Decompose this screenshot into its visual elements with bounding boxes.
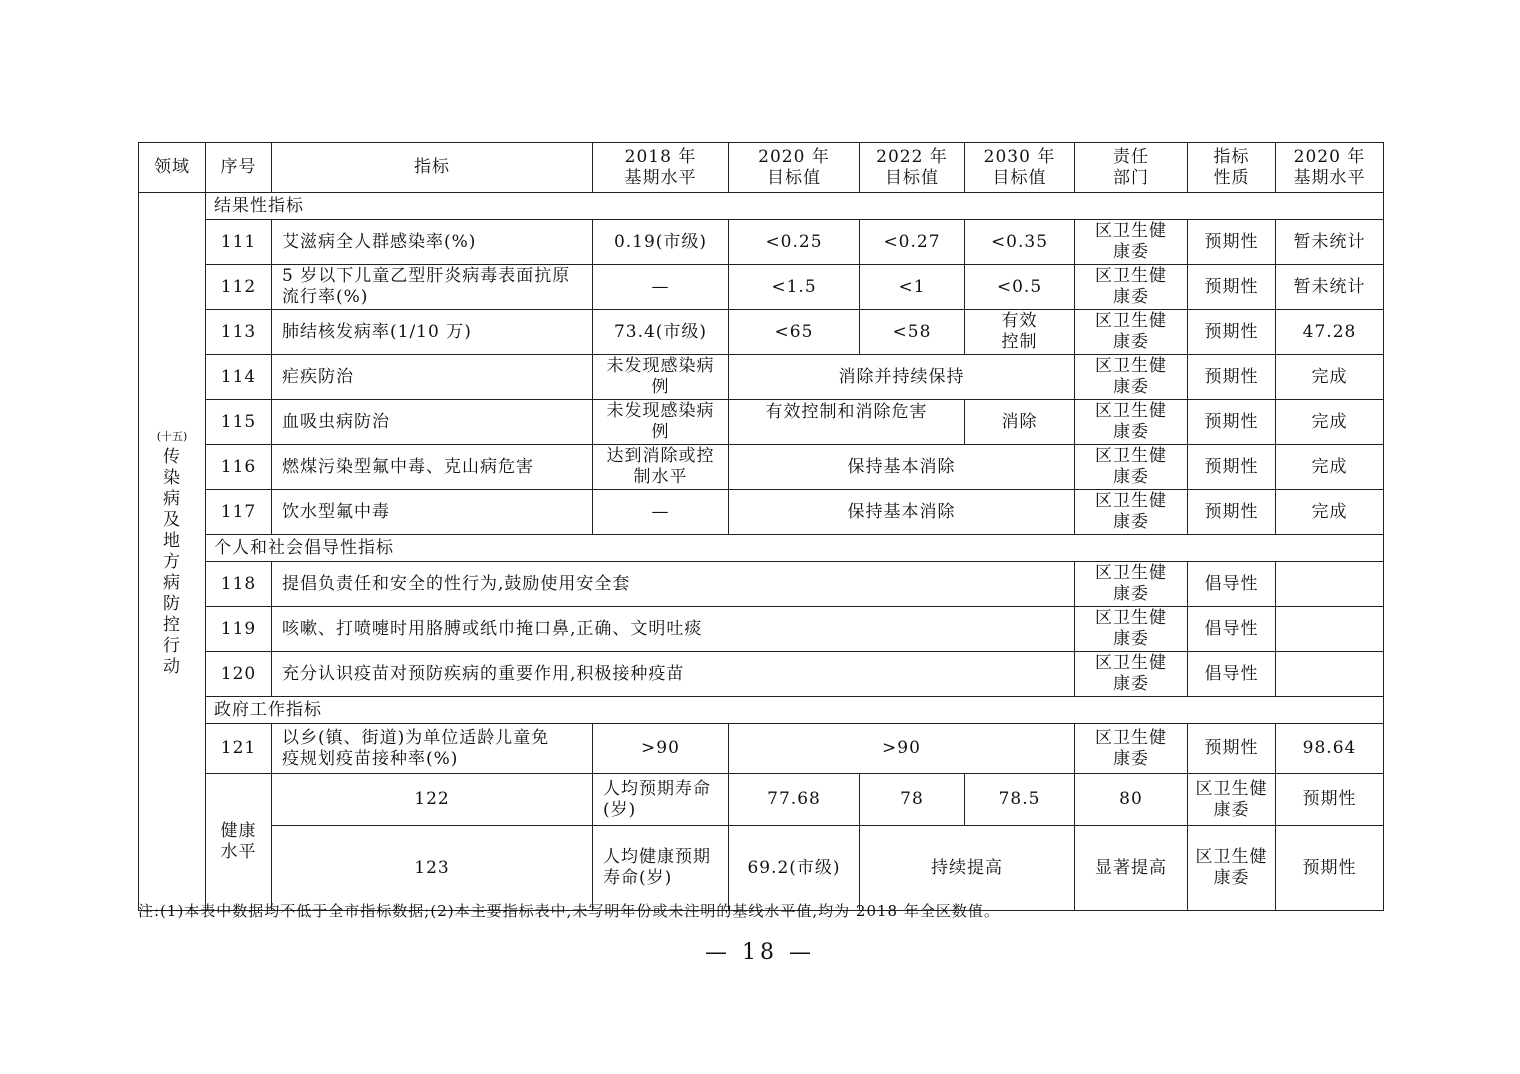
row-base-2020 xyxy=(1276,562,1384,607)
row-base-2020: 完成 xyxy=(1276,490,1384,535)
dept-l1: 区卫生健 xyxy=(1095,221,1167,241)
row-base-2018: 69.2(市级) xyxy=(729,826,860,911)
dept-l1: 区卫生健 xyxy=(1095,727,1167,748)
header-base-2018 xyxy=(593,143,729,193)
row-number: 111 xyxy=(206,220,272,265)
base-2018-l2: 制水平 xyxy=(633,467,688,487)
row-number: 116 xyxy=(206,445,272,490)
dept-l2: 康委 xyxy=(1113,674,1149,694)
dept-l2: 康委 xyxy=(1213,799,1250,820)
dept-l1: 区卫生健 xyxy=(1095,491,1167,511)
table-row xyxy=(139,490,1384,535)
row-nature: 预期性 xyxy=(1276,826,1384,911)
row-base-2020 xyxy=(1276,607,1384,652)
header-target-2022 xyxy=(860,143,965,193)
dept-l1: 区卫生健 xyxy=(1195,847,1268,867)
dept-l1: 区卫生健 xyxy=(1095,563,1167,583)
row-indicator: 疟疾防治 xyxy=(272,355,593,400)
row-target-2020: <1.5 xyxy=(729,265,860,310)
row-target-2030: 80 xyxy=(1075,774,1188,826)
table-row xyxy=(139,310,1384,355)
table-row xyxy=(139,355,1384,400)
row-number: 121 xyxy=(206,724,272,774)
domain-char: 控 xyxy=(163,614,181,635)
header-row xyxy=(139,143,1384,193)
row-base-2018: 0.19(市级) xyxy=(593,220,729,265)
section-title-result: 结果性指标 xyxy=(206,193,1384,220)
header-target-2030-year: 2030 年 xyxy=(983,146,1056,167)
table-row xyxy=(139,400,1384,445)
table-row xyxy=(139,220,1384,265)
header-target-2030-label: 目标值 xyxy=(992,167,1047,188)
row-nature: 预期性 xyxy=(1188,490,1276,535)
row-dept xyxy=(1075,220,1188,265)
table-footnote: 注:(1)本表中数据均不低于全市指标数据;(2)本主要指标表中,未写明年份或未注明的基线水平值,均为 2018 年全区数值。 xyxy=(138,902,1000,920)
domain-char: 病 xyxy=(163,572,181,593)
header-base-2018-label: 基期水平 xyxy=(624,167,697,188)
row-dept xyxy=(1075,724,1188,774)
row-number: 122 xyxy=(272,774,593,826)
table-row xyxy=(139,562,1384,607)
health-domain-l2: 水平 xyxy=(220,842,257,862)
domain-char: 病 xyxy=(163,488,181,509)
row-dept xyxy=(1075,355,1188,400)
row-base-2018: 73.4(市级) xyxy=(593,310,729,355)
row-target-2030: <0.5 xyxy=(965,265,1075,310)
row-indicator: 燃煤污染型氟中毒、克山病危害 xyxy=(272,445,593,490)
row-target-merged: 持续提高 xyxy=(860,826,1075,911)
dept-l2: 康委 xyxy=(1113,242,1149,262)
row-target-2030: 显著提高 xyxy=(1075,826,1188,911)
row-base-2020: 完成 xyxy=(1276,355,1384,400)
header-target-2020 xyxy=(729,143,860,193)
row-target-2030: <0.35 xyxy=(965,220,1075,265)
row-nature: 预期性 xyxy=(1188,265,1276,310)
row-target-2020: <0.25 xyxy=(729,220,860,265)
target-2030-l1: 有效 xyxy=(1001,311,1038,331)
row-target-2030 xyxy=(965,310,1075,355)
table-row xyxy=(139,445,1384,490)
header-nature-l1: 指标 xyxy=(1213,146,1250,167)
row-indicator: 人均健康预期寿命(岁) xyxy=(593,826,729,911)
header-indicator: 指标 xyxy=(272,143,593,193)
row-base-2018: >90 xyxy=(593,724,729,774)
row-dept xyxy=(1075,652,1188,697)
row-base-2020: 完成 xyxy=(1276,445,1384,490)
table-row xyxy=(139,265,1384,310)
domain-char: 行 xyxy=(163,635,181,656)
row-nature: 预期性 xyxy=(1188,724,1276,774)
section-row-personal xyxy=(139,535,1384,562)
dept-l1: 区卫生健 xyxy=(1095,446,1167,466)
row-target-merged: 保持基本消除 xyxy=(729,445,1075,490)
section-title-personal: 个人和社会倡导性指标 xyxy=(206,535,1384,562)
row-nature: 预期性 xyxy=(1276,774,1384,826)
header-dept-l2: 部门 xyxy=(1113,167,1149,188)
base-2018-l1: 未发现感染病 xyxy=(606,356,715,376)
indicator-l1: 以乡(镇、街道)为单位适龄儿童免 xyxy=(282,727,550,748)
indicator-l2: 疫规划疫苗接种率(%) xyxy=(282,748,459,769)
base-2018-l1: 达到消除或控 xyxy=(606,446,715,466)
row-base-2020: 47.28 xyxy=(1276,310,1384,355)
row-indicator: 饮水型氟中毒 xyxy=(272,490,593,535)
row-indicator: 充分认识疫苗对预防疾病的重要作用,积极接种疫苗 xyxy=(272,652,1075,697)
row-nature: 倡导性 xyxy=(1188,607,1276,652)
row-number: 114 xyxy=(206,355,272,400)
row-base-2018: — xyxy=(593,490,729,535)
row-target-2022: <1 xyxy=(860,265,965,310)
dept-l2: 康委 xyxy=(1213,868,1250,888)
row-nature: 倡导性 xyxy=(1188,562,1276,607)
domain-char: 方 xyxy=(163,551,181,572)
row-dept xyxy=(1075,400,1188,445)
target-2030-l2: 控制 xyxy=(1001,332,1038,352)
base-2018-l2: 例 xyxy=(651,422,670,442)
indicator-l1: 5 岁以下儿童乙型肝炎病毒表面抗原 xyxy=(282,266,571,286)
row-number: 120 xyxy=(206,652,272,697)
dept-l1: 区卫生健 xyxy=(1095,311,1167,331)
domain-char: 传 xyxy=(163,446,181,467)
header-target-2020-year: 2020 年 xyxy=(758,146,830,167)
table-row xyxy=(139,774,1384,826)
row-number: 123 xyxy=(272,826,593,911)
dept-l2: 康委 xyxy=(1113,377,1149,397)
header-base-2020-label: 基期水平 xyxy=(1293,167,1366,188)
row-base-2020: 暂未统计 xyxy=(1276,220,1384,265)
page-number: — 18 — xyxy=(705,940,815,965)
row-dept xyxy=(1075,265,1188,310)
header-base-2020 xyxy=(1276,143,1384,193)
section-title-government: 政府工作指标 xyxy=(206,697,1384,724)
domain-cell-health xyxy=(206,774,272,911)
header-target-2022-year: 2022 年 xyxy=(876,146,948,167)
row-indicator xyxy=(272,724,593,774)
dept-l2: 康委 xyxy=(1113,287,1149,307)
dept-l1: 区卫生健 xyxy=(1095,401,1167,421)
table-row xyxy=(139,724,1384,774)
row-dept xyxy=(1075,490,1188,535)
row-target-2022: 78.5 xyxy=(965,774,1075,826)
row-base-2020 xyxy=(1276,652,1384,697)
row-base-2018 xyxy=(593,445,729,490)
row-base-2018: — xyxy=(593,265,729,310)
row-number: 118 xyxy=(206,562,272,607)
row-nature: 预期性 xyxy=(1188,310,1276,355)
domain-char: 染 xyxy=(163,467,181,488)
row-nature: 预期性 xyxy=(1188,445,1276,490)
row-number: 113 xyxy=(206,310,272,355)
row-indicator: 艾滋病全人群感染率(%) xyxy=(272,220,593,265)
row-nature: 预期性 xyxy=(1188,355,1276,400)
row-target-2022: <0.27 xyxy=(860,220,965,265)
row-indicator: 咳嗽、打喷嚏时用胳膊或纸巾掩口鼻,正确、文明吐痰 xyxy=(272,607,1075,652)
header-target-2030 xyxy=(965,143,1075,193)
row-target-2030: 消除 xyxy=(965,400,1075,445)
dept-l1: 区卫生健 xyxy=(1095,266,1167,286)
row-number: 115 xyxy=(206,400,272,445)
dept-l1: 区卫生健 xyxy=(1095,356,1167,376)
row-nature: 倡导性 xyxy=(1188,652,1276,697)
row-base-2018 xyxy=(593,400,729,445)
header-base-2020-year: 2020 年 xyxy=(1293,146,1366,167)
row-indicator xyxy=(272,265,593,310)
base-2018-l2: 例 xyxy=(651,377,670,397)
section-row-result xyxy=(139,193,1384,220)
row-dept xyxy=(1075,562,1188,607)
row-number: 112 xyxy=(206,265,272,310)
domain-cell-infectious xyxy=(139,193,206,911)
table-row xyxy=(139,607,1384,652)
base-2018-l1: 未发现感染病 xyxy=(606,401,715,421)
row-base-2020: 完成 xyxy=(1276,400,1384,445)
dept-l1: 区卫生健 xyxy=(1095,653,1167,673)
row-base-2020: 98.64 xyxy=(1276,724,1384,774)
row-indicator: 人均预期寿命(岁) xyxy=(593,774,729,826)
row-base-2020: 暂未统计 xyxy=(1276,265,1384,310)
header-domain: 领域 xyxy=(139,143,206,193)
section-row-government xyxy=(139,697,1384,724)
indicator-table-wrapper xyxy=(138,142,1384,911)
header-dept xyxy=(1075,143,1188,193)
indicator-table xyxy=(138,142,1384,911)
header-base-2018-year: 2018 年 xyxy=(624,146,697,167)
dept-l2: 康委 xyxy=(1113,467,1149,487)
row-target-merged: >90 xyxy=(729,724,1075,774)
row-number: 119 xyxy=(206,607,272,652)
row-target-merged: 消除并持续保持 xyxy=(729,355,1075,400)
header-seq: 序号 xyxy=(206,143,272,193)
dept-l1: 区卫生健 xyxy=(1095,608,1167,628)
row-target-merged: 有效控制和消除危害 xyxy=(729,400,965,445)
row-indicator: 肺结核发病率(1/10 万) xyxy=(272,310,593,355)
dept-l2: 康委 xyxy=(1113,512,1149,532)
dept-l1: 区卫生健 xyxy=(1195,778,1268,799)
row-target-2020: <65 xyxy=(729,310,860,355)
row-dept xyxy=(1188,774,1276,826)
row-target-merged: 保持基本消除 xyxy=(729,490,1075,535)
row-base-2018 xyxy=(593,355,729,400)
domain-char: 及 xyxy=(163,509,181,530)
dept-l2: 康委 xyxy=(1113,748,1149,769)
row-nature: 预期性 xyxy=(1188,400,1276,445)
row-nature: 预期性 xyxy=(1188,220,1276,265)
row-dept xyxy=(1075,310,1188,355)
row-base-2018: 77.68 xyxy=(729,774,860,826)
row-indicator: 提倡负责任和安全的性行为,鼓励使用安全套 xyxy=(272,562,1075,607)
header-nature-l2: 性质 xyxy=(1213,167,1250,188)
domain-char: 动 xyxy=(163,656,181,677)
row-dept xyxy=(1075,445,1188,490)
table-row xyxy=(139,826,1384,911)
dept-l2: 康委 xyxy=(1113,629,1149,649)
header-target-2020-label: 目标值 xyxy=(767,167,821,188)
indicator-l2: 流行率(%) xyxy=(282,287,369,307)
dept-l2: 康委 xyxy=(1113,332,1149,352)
health-domain-l1: 健康 xyxy=(220,821,257,841)
domain-char: 防 xyxy=(163,593,181,614)
domain-number: (十五) xyxy=(156,429,188,443)
row-dept xyxy=(1188,826,1276,911)
row-target-2020: 78 xyxy=(860,774,965,826)
row-target-2022: <58 xyxy=(860,310,965,355)
table-row xyxy=(139,652,1384,697)
dept-l2: 康委 xyxy=(1113,422,1149,442)
row-indicator: 血吸虫病防治 xyxy=(272,400,593,445)
row-dept xyxy=(1075,607,1188,652)
row-number: 117 xyxy=(206,490,272,535)
header-dept-l1: 责任 xyxy=(1113,146,1149,167)
dept-l2: 康委 xyxy=(1113,584,1149,604)
header-nature xyxy=(1188,143,1276,193)
domain-char: 地 xyxy=(163,530,181,551)
header-target-2022-label: 目标值 xyxy=(885,167,939,188)
